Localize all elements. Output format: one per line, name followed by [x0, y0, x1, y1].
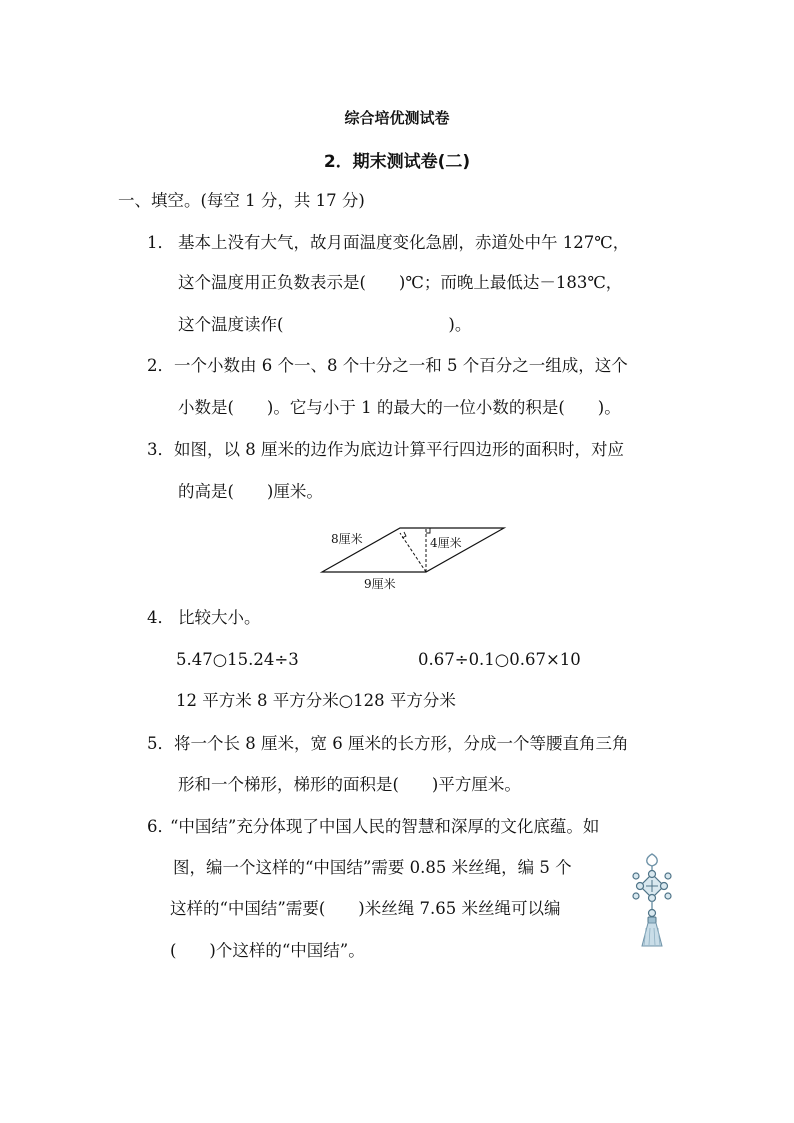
question-2-line-2: 小数是( )。它与小于 1 的最大的一位小数的积是( )。: [178, 398, 621, 417]
label-height: 4厘米: [430, 536, 462, 550]
question-6-line-2: 图，编一个这样的“中国结”需要 0.85 米丝绳，编 5 个: [173, 858, 572, 877]
question-6-line-4: ( )个这样的“中国结”。: [170, 941, 365, 960]
page-title: 综合培优测试卷: [344, 109, 450, 127]
question-number-5: 5．: [147, 734, 174, 753]
section-heading: 一、填空。(每空 1 分，共 17 分): [118, 191, 365, 210]
question-number-4: 4．: [147, 608, 174, 627]
question-1-line-2: 这个温度用正负数表示是( )℃；而晚上最低达－183℃，: [178, 273, 623, 292]
height-to-side-dashed: [400, 533, 426, 572]
right-angle-mark-top: [426, 528, 430, 533]
question-number-1: 1．: [147, 233, 174, 252]
question-number-2: 2．: [147, 356, 174, 375]
question-3-line-1: 如图，以 8 厘米的边作为底边计算平行四边形的面积时，对应: [174, 440, 624, 459]
question-1-line-1: 基本上没有大气，故月面温度变化急剧，赤道处中午 127℃，: [178, 233, 630, 252]
question-2-line-1: 一个小数由 6 个一、8 个十分之一和 5 个百分之一组成，这个: [174, 356, 628, 375]
question-5-line-1: 将一个长 8 厘米，宽 6 厘米的长方形，分成一个等腰直角三角: [174, 734, 629, 753]
compare-item-b: 0.67÷0.1○0.67×10: [418, 650, 581, 669]
question-5-line-2: 形和一个梯形，梯形的面积是( )平方厘米。: [178, 775, 521, 794]
question-6-line-1: “中国结”充分体现了中国人民的智慧和深厚的文化底蕴。如: [170, 817, 600, 836]
question-4-line-1: 比较大小。: [178, 608, 261, 627]
chinese-knot-icon: [628, 852, 676, 950]
page-subtitle: 2．期末测试卷(二): [323, 152, 471, 172]
question-1-line-3: 这个温度读作( )。: [178, 315, 472, 334]
compare-item-c: 12 平方米 8 平方分米○128 平方分米: [176, 691, 456, 710]
label-side-length: 8厘米: [331, 532, 363, 546]
question-3-line-2: 的高是( )厘米。: [178, 482, 323, 501]
question-6-line-3: 这样的“中国结”需要( )米丝绳 7.65 米丝绳可以编: [170, 899, 561, 918]
label-base-length: 9厘米: [364, 577, 396, 591]
question-number-3: 3．: [147, 440, 174, 459]
compare-item-a: 5.47○15.24÷3: [176, 650, 299, 669]
question-number-6: 6．: [147, 817, 174, 836]
